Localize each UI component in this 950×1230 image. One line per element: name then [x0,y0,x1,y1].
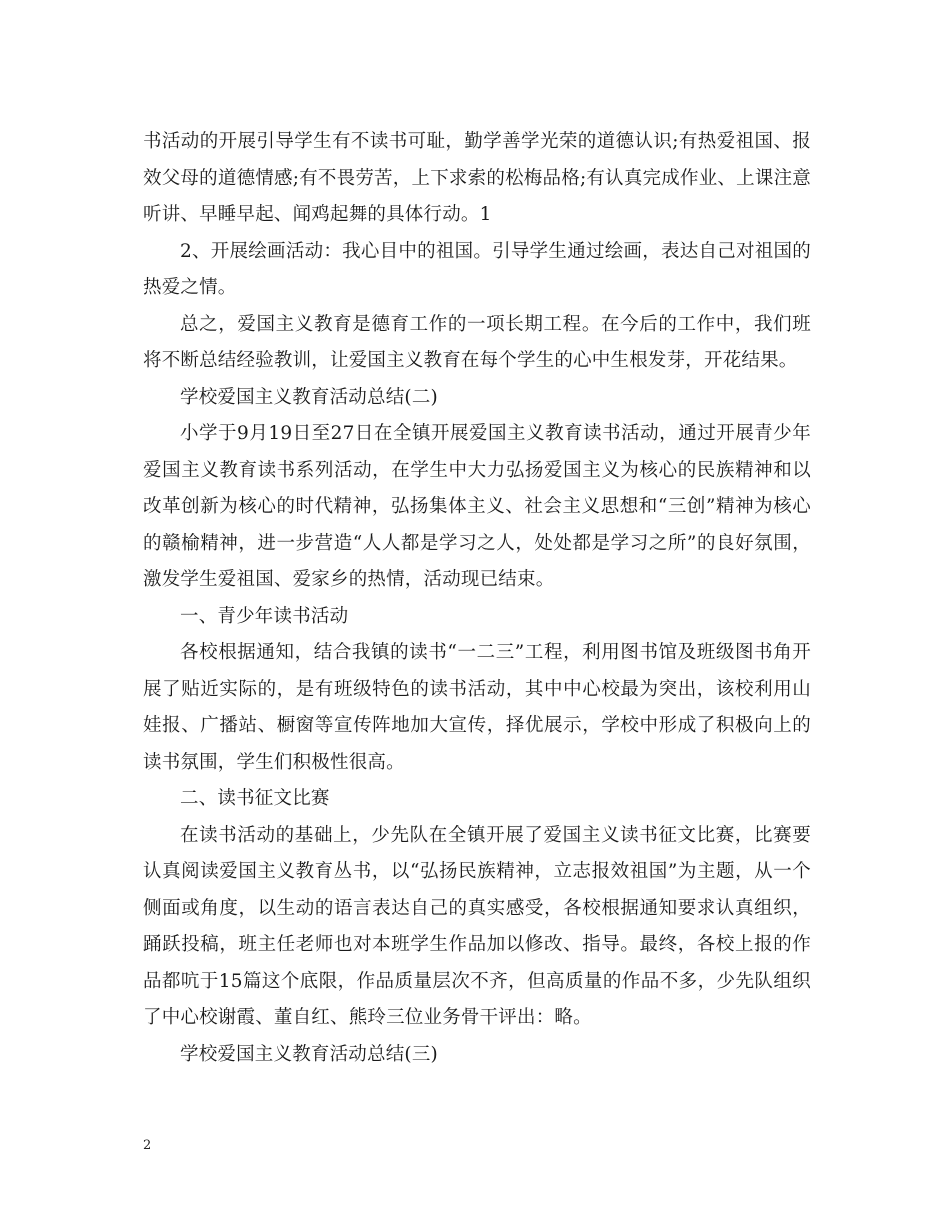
paragraph-essay-contest: 在读书活动的基础上，少先队在全镇开展了爱国主义读书征文比赛，比赛要认真阅读爱国主义教育丛书，以“弘扬民族精神，立志报效祖国”为主题，从一个侧面或角度，以生动的语言表达自己的真实感受，各校根据通知要求认真组织，踊跃投稿，班主任老师也对本班学生作品加以修改、指导。最终，各校上报的作品都吭于15篇这个底限，作品质量层次不齐，但高质量的作品不多，少先队组织了中心校谢霞、董自红、熊玲三位业务骨干评出：略。 [143,824,811,1028]
section-heading-summary-three: 学校爱国主义教育活动总结(三) [180,1043,438,1065]
paragraph-reading-activity-intro: 小学于9月19日至27日在全镇开展爱国主义教育读书活动，通过开展青少年爱国主义教育读书系列活动，在学生中大力弘扬爱国主义为核心的民族精神和以改革创新为核心的时代精神，弘扬集体主义、社会主义思想和“三创”精神为核心的赣榆精神，进一步营造“人人都是学习之人，处处都是学习之所”的良好氛围，激发学生爱祖国、爱家乡的热情，活动现已结束。 [143,423,811,590]
paragraph-conclusion: 总之，爱国主义教育是德育工作的一项长期工程。在今后的工作中，我们班将不断总结经验教训，让爱国主义教育在每个学生的心中生根发芽，开花结果。 [143,313,811,371]
subheading-youth-reading: 一、青少年读书活动 [180,605,349,627]
paragraph-youth-reading: 各校根据通知，结合我镇的读书“一二三”工程，利用图书馆及班级图书角开展了贴近实际的，是有班级特色的读书活动，其中中心校最为突出，该校利用山娃报、广播站、橱窗等宣传阵地加大宣传，择优展示，学校中形成了积极向上的读书氛围，学生们积极性很高。 [143,642,811,773]
section-heading-summary-two: 学校爱国主义教育活动总结(二) [180,386,438,408]
subheading-essay-contest: 二、读书征文比赛 [180,788,330,809]
paragraph-drawing-activity: 2、开展绘画活动：我心目中的祖国。引导学生通过绘画，表达自己对祖国的热爱之情。 [143,240,811,298]
paragraph-continuation: 书活动的开展引导学生有不读书可耻，勤学善学光荣的道德认识;有热爱祖国、报效父母的道德情感;有不畏劳苦，上下求索的松梅品格;有认真完成作业、上课注意听讲、早睡早起、闻鸡起舞的具体行动。1 [143,131,811,225]
page-number: 2 [143,1138,152,1153]
document-body [143,124,811,1073]
